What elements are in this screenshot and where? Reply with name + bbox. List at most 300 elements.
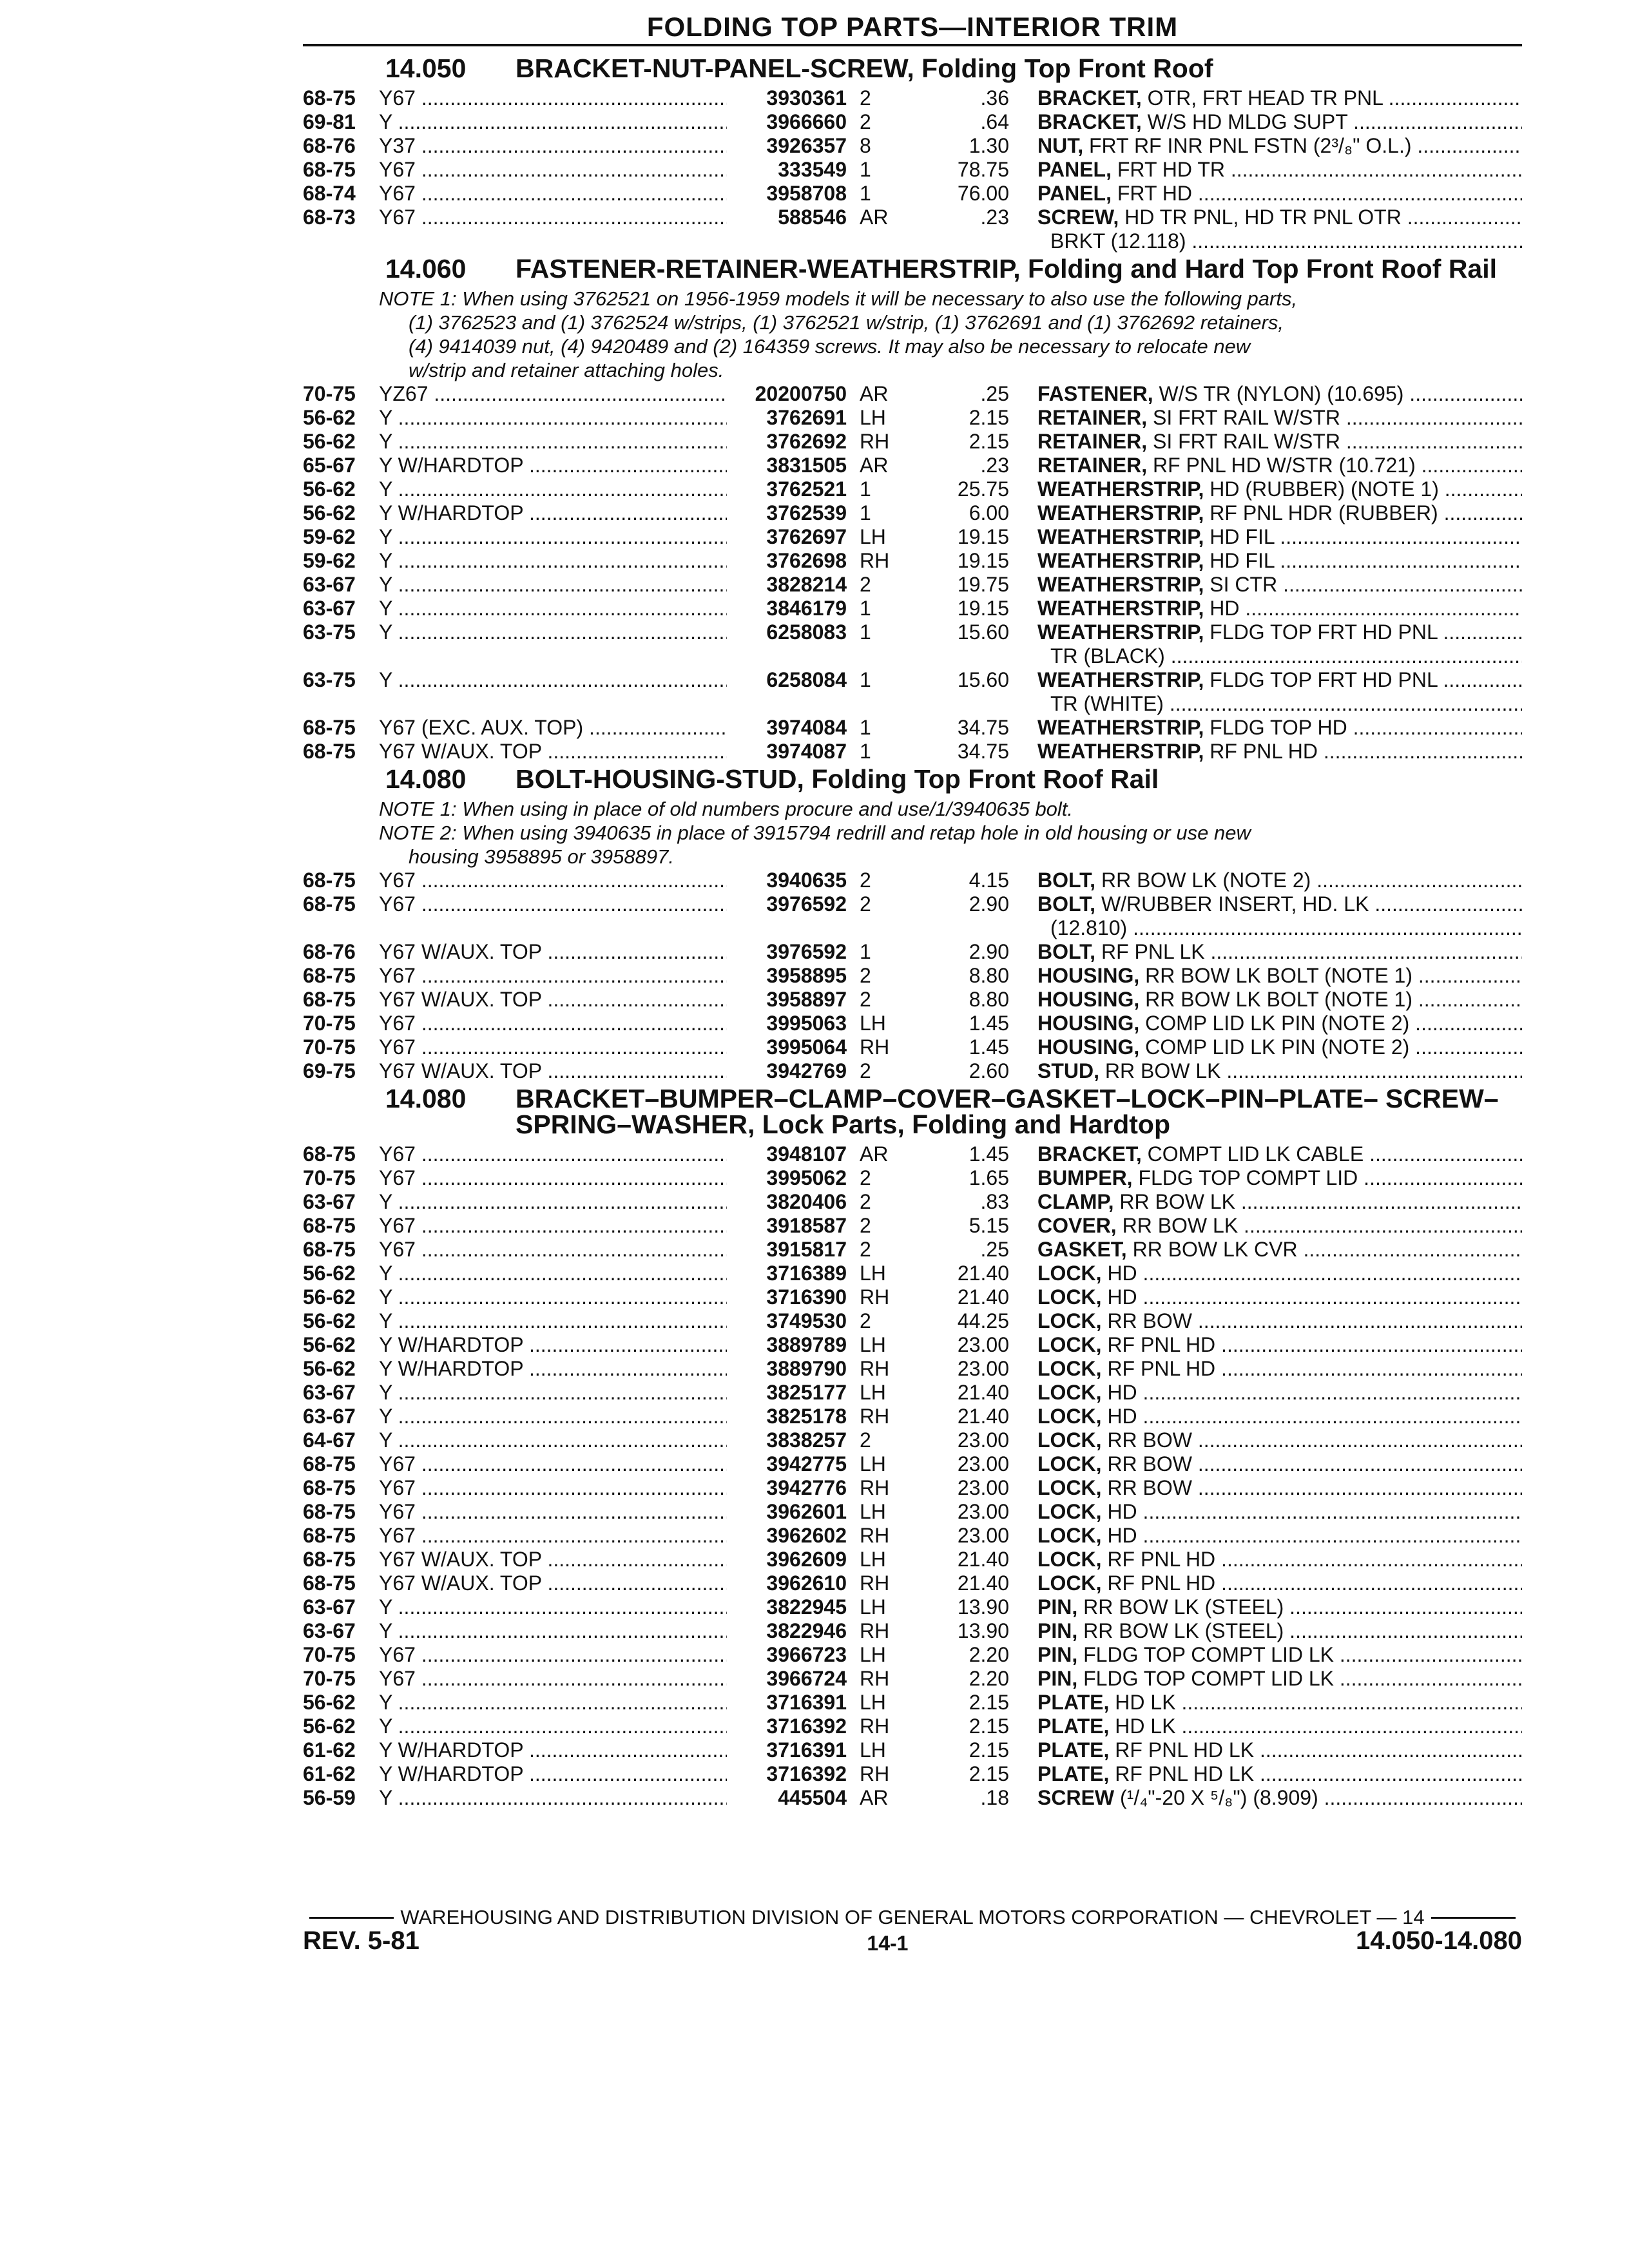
page-title: FOLDING TOP PARTS—INTERIOR TRIM <box>646 12 1179 42</box>
quantity: 2 <box>860 1309 871 1332</box>
model-code: Y W/HARDTOP ..... <box>379 1357 727 1381</box>
part-number: 333549 <box>778 158 847 181</box>
part-row <box>303 1667 1522 1691</box>
description-text: RR BOW LK (STEEL) ..... <box>1077 1595 1522 1619</box>
description-keyword: LOCK, <box>1037 1405 1102 1428</box>
year-range: 68-75 <box>303 869 356 892</box>
part-description <box>1009 1059 1522 1083</box>
part-number: 3762539 <box>766 501 847 524</box>
year-range: 56-59 <box>303 1786 356 1809</box>
quantity: 2 <box>860 1238 871 1261</box>
quantity: AR <box>860 1142 889 1166</box>
footer-bottom <box>303 1927 1522 1956</box>
year-range: 68-76 <box>303 134 356 157</box>
spacer <box>847 644 906 668</box>
page-number: 14-1 <box>867 1932 909 1955</box>
model-code: Y W/HARDTOP ..... <box>379 454 727 477</box>
part-number: 3828214 <box>766 573 847 596</box>
year-range: 68-75 <box>303 86 356 110</box>
part-row <box>303 1035 1522 1059</box>
year-range: 68-75 <box>303 158 356 181</box>
part-description <box>1009 964 1522 988</box>
quantity: LH <box>860 406 886 429</box>
price: 21.40 <box>957 1262 1009 1285</box>
part-row <box>303 1357 1522 1381</box>
spacer <box>906 692 1009 716</box>
quantity: 2 <box>860 1214 871 1237</box>
part-description <box>1009 1285 1522 1309</box>
model-code: Y ..... <box>379 668 727 692</box>
quantity: 1 <box>860 501 871 524</box>
part-description <box>1009 1012 1522 1035</box>
description-text: W/S HD MLDG SUPT ..... <box>1142 110 1522 133</box>
price: 1.45 <box>969 1035 1009 1059</box>
model-code: Y67 ..... <box>379 206 727 229</box>
year-range: 56-62 <box>303 1715 356 1738</box>
part-number: 3948107 <box>766 1142 847 1166</box>
part-number: 3716390 <box>766 1285 847 1309</box>
description-text: RR BOW LK BOLT (NOTE 1) ..... <box>1139 964 1522 987</box>
part-description <box>1009 477 1522 501</box>
quantity: RH <box>860 1405 890 1428</box>
footer-rule-right <box>1431 1917 1516 1919</box>
quantity: LH <box>860 1381 886 1404</box>
description-keyword: WEATHERSTRIP, <box>1037 740 1204 763</box>
description-keyword: LOCK, <box>1037 1571 1102 1595</box>
model-code: Y67 ..... <box>379 182 727 206</box>
part-description <box>1009 869 1522 892</box>
description-text: COMPT LID LK CABLE ..... <box>1142 1142 1522 1166</box>
quantity: RH <box>860 1571 890 1595</box>
part-number: 3825178 <box>766 1405 847 1428</box>
quantity: 1 <box>860 740 871 763</box>
model-code: Y67 ..... <box>379 1452 727 1476</box>
section-title: FASTENER-RETAINER-WEATHERSTRIP, Folding and Hard Top Front Roof Rail <box>516 254 1498 284</box>
quantity: LH <box>860 1595 886 1619</box>
part-description <box>1009 1619 1522 1643</box>
part-description <box>1009 668 1522 692</box>
part-number: 3716392 <box>766 1762 847 1785</box>
model-code: Y W/HARDTOP ..... <box>379 1333 727 1357</box>
section-note <box>303 797 1522 821</box>
year-range: 56-62 <box>303 1691 356 1714</box>
price: 34.75 <box>957 716 1009 739</box>
model-code: Y W/HARDTOP ..... <box>379 1762 727 1786</box>
description-keyword: PIN, <box>1037 1619 1078 1642</box>
spacer <box>727 692 847 716</box>
part-description <box>1009 1238 1522 1262</box>
year-range: 56-62 <box>303 1285 356 1309</box>
note-line: NOTE 1: When using 3762521 on 1956-1959 models it will be necessary to also use the following parts, <box>379 287 1298 310</box>
year-range: 70-75 <box>303 1643 356 1666</box>
description-text: RF PNL HD ..... <box>1102 1548 1522 1571</box>
part-row <box>303 940 1522 964</box>
description-text: OTR, FRT HEAD TR PNL ..... <box>1142 86 1522 110</box>
description-continuation: TR (BLACK) ..... <box>1050 644 1522 668</box>
part-number: 3974084 <box>766 716 847 739</box>
part-description <box>1009 406 1522 430</box>
description-text: SI FRT RAIL W/STR ..... <box>1147 430 1522 453</box>
price: 25.75 <box>957 477 1009 501</box>
part-number: 6258084 <box>766 668 847 691</box>
year-range: 70-75 <box>303 1166 356 1189</box>
part-row <box>303 740 1522 764</box>
part-description <box>1009 1309 1522 1333</box>
price: 23.00 <box>957 1452 1009 1475</box>
model-code: YZ67 ..... <box>379 382 727 406</box>
price: .36 <box>980 86 1009 110</box>
price: 1.30 <box>969 134 1009 157</box>
part-number: 3749530 <box>766 1309 847 1332</box>
part-description <box>1009 1428 1522 1452</box>
description-keyword: LOCK, <box>1037 1500 1102 1523</box>
year-range: 56-62 <box>303 430 356 453</box>
year-range: 68-75 <box>303 1500 356 1523</box>
quantity: RH <box>860 549 890 572</box>
description-keyword: PLATE, <box>1037 1762 1110 1785</box>
description-continuation: TR (WHITE) ..... <box>1050 692 1522 715</box>
quantity: LH <box>860 1333 886 1356</box>
year-range: 70-75 <box>303 1667 356 1690</box>
part-description <box>1009 1571 1522 1595</box>
description-keyword: PIN, <box>1037 1595 1078 1619</box>
part-number: 3966724 <box>766 1667 847 1690</box>
year-range: 68-76 <box>303 940 356 963</box>
description-text: HD FIL ..... <box>1204 549 1522 572</box>
year-range: 70-75 <box>303 1035 356 1059</box>
part-description <box>1009 382 1522 406</box>
section-14-060 <box>303 256 1522 764</box>
description-text: HD ..... <box>1102 1381 1522 1404</box>
spacer <box>847 916 906 940</box>
quantity: LH <box>860 1738 886 1762</box>
price: 34.75 <box>957 740 1009 763</box>
description-text: HD ..... <box>1102 1524 1522 1547</box>
model-code: Y67 ..... <box>379 869 727 892</box>
description-text: RF PNL HDR (RUBBER) ..... <box>1204 501 1522 524</box>
description-keyword: PANEL, <box>1037 182 1112 205</box>
part-row <box>303 1548 1522 1571</box>
description-keyword: PLATE, <box>1037 1715 1110 1738</box>
section-heading <box>303 256 1522 282</box>
quantity: 2 <box>860 1166 871 1189</box>
section-14-080 <box>303 1086 1522 1810</box>
model-code: Y67 W/AUX. TOP ..... <box>379 988 727 1012</box>
price: 19.75 <box>957 573 1009 596</box>
price: 15.60 <box>957 668 1009 691</box>
description-keyword: BRACKET, <box>1037 110 1142 133</box>
model-code: Y ..... <box>379 1190 727 1214</box>
description-keyword: RETAINER, <box>1037 406 1148 429</box>
year-range: 61-62 <box>303 1738 356 1762</box>
year-range: 69-81 <box>303 110 356 133</box>
description-text: HD ..... <box>1102 1262 1522 1285</box>
description-text: RF PNL LK ..... <box>1095 940 1522 963</box>
section-heading <box>303 55 1522 81</box>
year-range: 69-75 <box>303 1059 356 1082</box>
description-continuation: BRKT (12.118) ..... <box>1050 229 1522 253</box>
description-keyword: HOUSING, <box>1037 988 1140 1011</box>
price: 2.60 <box>969 1059 1009 1082</box>
part-row <box>303 1214 1522 1238</box>
part-row <box>303 1691 1522 1715</box>
price: 15.60 <box>957 620 1009 644</box>
description-text: RR BOW ..... <box>1102 1476 1522 1499</box>
part-number: 3958895 <box>766 964 847 987</box>
description-keyword: BUMPER, <box>1037 1166 1133 1189</box>
description-keyword: WEATHERSTRIP, <box>1037 501 1204 524</box>
part-number: 3822946 <box>766 1619 847 1642</box>
description-keyword: WEATHERSTRIP, <box>1037 620 1204 644</box>
price: .64 <box>980 110 1009 133</box>
spacer <box>303 229 379 253</box>
price: 21.40 <box>957 1571 1009 1595</box>
description-continuation: (12.810) ..... <box>1050 916 1522 939</box>
part-description <box>1009 1476 1522 1500</box>
note-line: housing 3958895 or 3958897. <box>409 845 674 868</box>
model-code: Y W/HARDTOP ..... <box>379 501 727 525</box>
price: 23.00 <box>957 1524 1009 1547</box>
year-range: 68-74 <box>303 182 356 205</box>
part-row-continuation <box>303 229 1522 253</box>
price: 78.75 <box>957 158 1009 181</box>
year-range: 63-67 <box>303 1405 356 1428</box>
part-number: 3716392 <box>766 1715 847 1738</box>
price: .25 <box>980 382 1009 405</box>
description-text: RF PNL HD W/STR (10.721) ..... <box>1147 454 1522 477</box>
catalog-page <box>303 12 1522 1810</box>
description-text: HD FIL ..... <box>1204 525 1522 548</box>
part-description-cont <box>1009 692 1522 716</box>
model-code: Y67 W/AUX. TOP ..... <box>379 740 727 764</box>
part-row <box>303 573 1522 597</box>
quantity: RH <box>860 430 890 453</box>
price: 21.40 <box>957 1285 1009 1309</box>
price: 76.00 <box>957 182 1009 205</box>
part-description <box>1009 1524 1522 1548</box>
model-code: Y ..... <box>379 1786 727 1810</box>
model-code: Y ..... <box>379 549 727 573</box>
description-text: RR BOW LK ..... <box>1117 1214 1522 1237</box>
footer-rule-left <box>309 1917 394 1919</box>
part-description-cont <box>1009 644 1522 668</box>
quantity: RH <box>860 1619 890 1642</box>
part-description <box>1009 1142 1522 1166</box>
model-code: Y ..... <box>379 1691 727 1715</box>
section-title: BRACKET–BUMPER–CLAMP–COVER–GASKET–LOCK–PIN–PLATE– SCREW–SPRING–WASHER, Lock Parts, Folding and Hardtop <box>516 1084 1499 1139</box>
part-number: 3838257 <box>766 1428 847 1452</box>
description-keyword: LOCK, <box>1037 1262 1102 1285</box>
part-number: 3762691 <box>766 406 847 429</box>
quantity: LH <box>860 1691 886 1714</box>
model-code: Y ..... <box>379 1309 727 1333</box>
description-keyword: LOCK, <box>1037 1476 1102 1499</box>
quantity: LH <box>860 1452 886 1475</box>
spacer <box>847 229 906 253</box>
part-number: 3974087 <box>766 740 847 763</box>
description-text: FRT RF INR PNL FSTN (2³/₈" O.L.) ..... <box>1083 134 1522 157</box>
year-range: 63-67 <box>303 1190 356 1213</box>
part-description <box>1009 1190 1522 1214</box>
part-row <box>303 454 1522 477</box>
part-row-continuation <box>303 692 1522 716</box>
price: 8.80 <box>969 964 1009 987</box>
price: 2.15 <box>969 1715 1009 1738</box>
model-code: Y67 (EXC. AUX. TOP) ..... <box>379 716 727 740</box>
description-text: HD LK ..... <box>1109 1715 1522 1738</box>
price: 23.00 <box>957 1500 1009 1523</box>
part-row <box>303 382 1522 406</box>
description-keyword: BOLT, <box>1037 869 1096 892</box>
description-keyword: PIN, <box>1037 1667 1078 1690</box>
part-row <box>303 1059 1522 1083</box>
description-keyword: GASKET, <box>1037 1238 1127 1261</box>
description-keyword: PIN, <box>1037 1643 1078 1666</box>
part-row <box>303 110 1522 134</box>
model-code: Y67 ..... <box>379 1142 727 1166</box>
part-description <box>1009 549 1522 573</box>
quantity: 8 <box>860 134 871 157</box>
description-text: RF PNL HD LK ..... <box>1109 1738 1522 1762</box>
spacer <box>379 692 727 716</box>
year-range: 61-62 <box>303 1762 356 1785</box>
spacer <box>847 692 906 716</box>
description-keyword: CLAMP, <box>1037 1190 1114 1213</box>
description-text: SI FRT RAIL W/STR ..... <box>1147 406 1522 429</box>
description-text: RR BOW LK ..... <box>1099 1059 1522 1082</box>
price: 23.00 <box>957 1476 1009 1499</box>
price: 21.40 <box>957 1548 1009 1571</box>
part-description <box>1009 1035 1522 1059</box>
price: 13.90 <box>957 1595 1009 1619</box>
year-range: 68-75 <box>303 1214 356 1237</box>
model-code: Y67 ..... <box>379 1166 727 1190</box>
part-number: 3825177 <box>766 1381 847 1404</box>
quantity: 1 <box>860 940 871 963</box>
year-range: 63-67 <box>303 597 356 620</box>
model-code: Y ..... <box>379 1262 727 1285</box>
price: .23 <box>980 206 1009 229</box>
spacer <box>303 644 379 668</box>
quantity: LH <box>860 1548 886 1571</box>
part-row <box>303 1786 1522 1810</box>
part-row <box>303 1012 1522 1035</box>
description-keyword: BRACKET, <box>1037 86 1142 110</box>
spacer <box>727 916 847 940</box>
part-number: 3716391 <box>766 1738 847 1762</box>
part-number: 3831505 <box>766 454 847 477</box>
part-number: 3889789 <box>766 1333 847 1356</box>
part-description <box>1009 1166 1522 1190</box>
part-row <box>303 988 1522 1012</box>
note-line: (4) 9414039 nut, (4) 9420489 and (2) 164359 screws. It may also be necessary to relocate new <box>409 335 1251 358</box>
part-description <box>1009 1595 1522 1619</box>
part-number: 3958708 <box>766 182 847 205</box>
year-range: 63-67 <box>303 1381 356 1404</box>
description-keyword: FASTENER, <box>1037 382 1153 405</box>
model-code: Y ..... <box>379 1405 727 1428</box>
quantity: RH <box>860 1524 890 1547</box>
model-code: Y ..... <box>379 430 727 454</box>
part-row <box>303 477 1522 501</box>
part-row <box>303 1142 1522 1166</box>
section-number: 14.050 <box>385 53 467 83</box>
description-text: SI CTR ..... <box>1204 573 1522 596</box>
year-range: 56-62 <box>303 1333 356 1356</box>
year-range: 63-67 <box>303 573 356 596</box>
part-description <box>1009 1262 1522 1285</box>
note-line: (1) 3762523 and (1) 3762524 w/strips, (1) 3762521 w/strip, (1) 3762691 and (1) 3762692 retainers, <box>409 311 1284 334</box>
part-row <box>303 549 1522 573</box>
spacer <box>906 229 1009 253</box>
description-keyword: LOCK, <box>1037 1381 1102 1404</box>
description-text: HD ..... <box>1102 1500 1522 1523</box>
part-description <box>1009 1381 1522 1405</box>
section-heading <box>303 1086 1522 1137</box>
year-range: 63-67 <box>303 1595 356 1619</box>
model-code: Y ..... <box>379 1619 727 1643</box>
part-row-continuation <box>303 644 1522 668</box>
part-description <box>1009 525 1522 549</box>
part-row <box>303 86 1522 110</box>
year-range: 68-75 <box>303 1238 356 1261</box>
part-number: 3762697 <box>766 525 847 548</box>
part-row <box>303 406 1522 430</box>
note-line: NOTE 2: When using 3940635 in place of 3915794 redrill and retap hole in old housing or use new <box>379 822 1251 844</box>
description-text: RR BOW LK ..... <box>1114 1190 1522 1213</box>
model-code: Y ..... <box>379 597 727 620</box>
part-row <box>303 501 1522 525</box>
quantity: AR <box>860 1786 889 1809</box>
year-range: 68-75 <box>303 892 356 916</box>
description-text: RR BOW ..... <box>1102 1452 1522 1475</box>
part-row <box>303 206 1522 229</box>
model-code: Y ..... <box>379 573 727 597</box>
year-range: 68-75 <box>303 964 356 987</box>
quantity: LH <box>860 1643 886 1666</box>
quantity: LH <box>860 525 886 548</box>
part-description <box>1009 1715 1522 1738</box>
part-row <box>303 1309 1522 1333</box>
part-description <box>1009 940 1522 964</box>
year-range: 63-75 <box>303 620 356 644</box>
part-number: 3976592 <box>766 940 847 963</box>
price: 19.15 <box>957 549 1009 572</box>
part-row <box>303 964 1522 988</box>
price: 2.90 <box>969 940 1009 963</box>
quantity: RH <box>860 1667 890 1690</box>
price: .83 <box>980 1190 1009 1213</box>
year-range: 56-62 <box>303 1309 356 1332</box>
year-range: 68-75 <box>303 1571 356 1595</box>
year-range: 68-75 <box>303 716 356 739</box>
description-text: HD LK ..... <box>1109 1691 1522 1714</box>
part-description <box>1009 206 1522 229</box>
part-row <box>303 1405 1522 1428</box>
part-number: 3915817 <box>766 1238 847 1261</box>
part-description <box>1009 716 1522 740</box>
part-row <box>303 1333 1522 1357</box>
quantity: AR <box>860 206 889 229</box>
part-description <box>1009 134 1522 158</box>
part-row <box>303 620 1522 644</box>
year-range: 56-62 <box>303 406 356 429</box>
description-keyword: RETAINER, <box>1037 454 1148 477</box>
footer-publisher: WAREHOUSING AND DISTRIBUTION DIVISION OF GENERAL MOTORS CORPORATION — CHEVROLET — 14 <box>400 1906 1425 1928</box>
part-row <box>303 1619 1522 1643</box>
spacer <box>906 644 1009 668</box>
part-description <box>1009 158 1522 182</box>
